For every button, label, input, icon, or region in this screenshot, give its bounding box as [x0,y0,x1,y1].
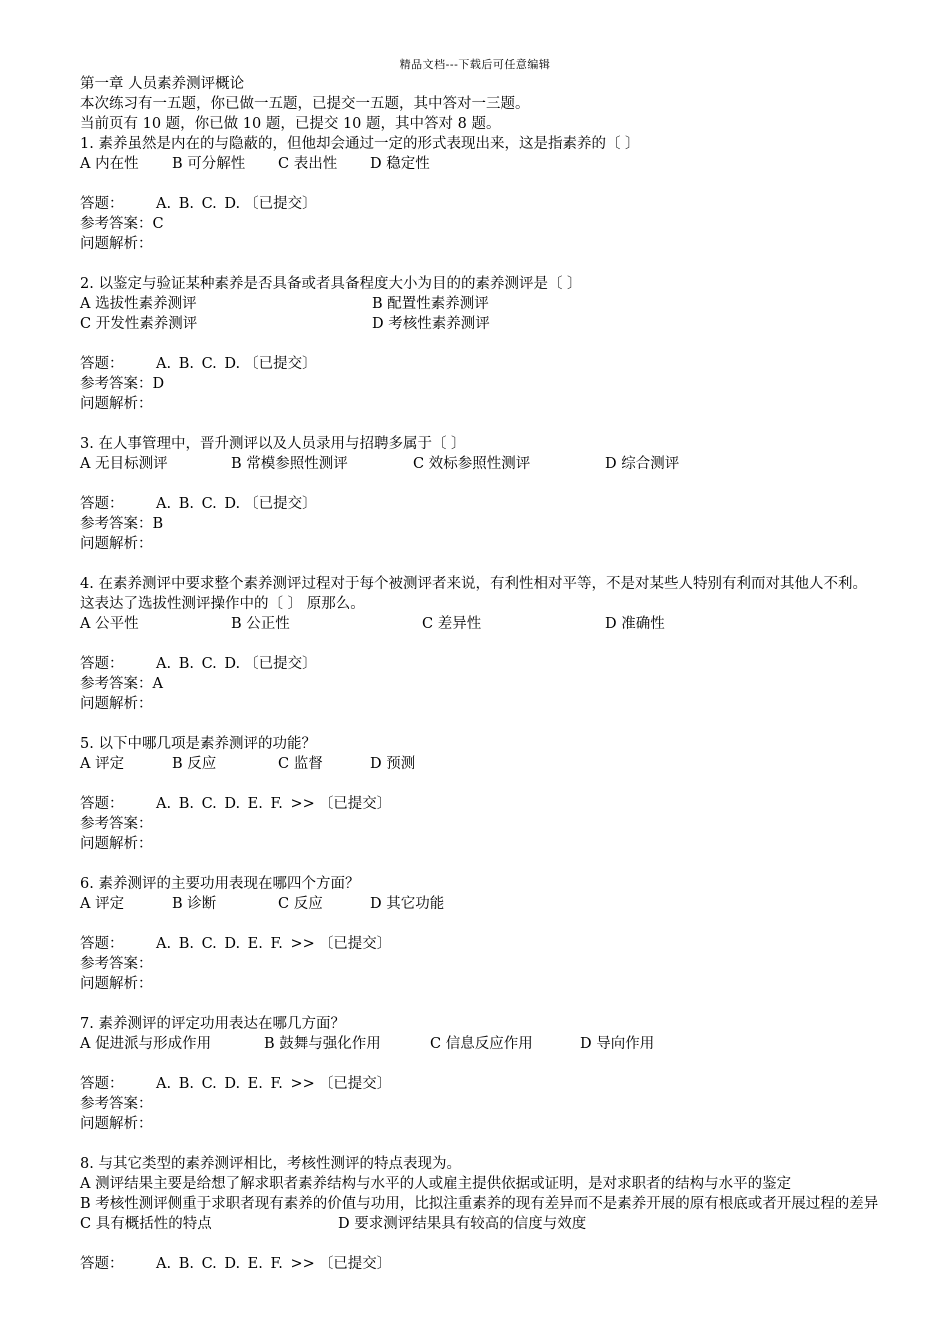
question-stem: 4. 在素养测评中要求整个素养测评过程对于每个被测评者来说，有利性相对平等，不是对某些人特别有利而对其他人不利。这表达了选拔性测评操作中的〔 〕 原那么。 [80,576,867,612]
answer-choices[interactable]: A. B. C. D. [156,656,241,672]
option-b[interactable]: B 可分解性 [172,156,246,172]
question-stem: 5. 以下中哪几项是素养测评的功能？ [80,736,316,752]
answer-label: 答题： [80,796,124,812]
reference-answer: 参考答案：C [80,216,164,232]
options-row [80,1034,880,1054]
reference-answer: 参考答案： [80,956,153,972]
answer-choices[interactable]: A. B. C. D. E. F. >> [156,796,315,812]
option-d[interactable]: D 综合测评 [605,456,680,472]
options-row [80,894,880,914]
answer-label: 答题： [80,496,124,512]
answer-label: 答题： [80,356,124,372]
answer-row [80,654,880,674]
answer-choices[interactable]: A. B. C. D. E. F. >> [156,1256,315,1272]
reference-answer: 参考答案：A [80,676,163,692]
option-d[interactable]: D 导向作用 [580,1036,655,1052]
answer-row [80,794,880,814]
option-c[interactable]: C 开发性素养测评 [80,316,198,332]
option-c[interactable]: C 监督 [278,756,323,772]
submitted-status: 〔已提交〕 [244,496,317,512]
option-d[interactable]: D 预测 [370,756,416,772]
answer-label: 答题： [80,936,124,952]
analysis-label: 问题解析： [80,396,153,412]
analysis-label: 问题解析： [80,1116,153,1132]
reference-answer: 参考答案：D [80,376,165,392]
option-b[interactable]: B 诊断 [172,896,217,912]
answer-row [80,1074,880,1094]
question-stem: 2. 以鉴定与验证某种素养是否具备或者具备程度大小为目的的素养测评是〔 〕 [80,276,582,292]
option-c[interactable]: C 信息反应作用 [430,1036,533,1052]
question-6 [80,874,880,1014]
submitted-status: 〔已提交〕 [318,1076,392,1092]
answer-choices[interactable]: A. B. C. D. [156,196,241,212]
option-c[interactable]: C 反应 [278,896,323,912]
question-7 [80,1014,880,1154]
document-body [80,74,880,1274]
analysis-label: 问题解析： [80,696,153,712]
option-a[interactable]: A 选拔性素养测评 [80,296,197,312]
submitted-status: 〔已提交〕 [244,196,317,212]
analysis-label: 问题解析： [80,836,153,852]
reference-answer: 参考答案： [80,816,153,832]
option-a[interactable]: A 测评结果主要是给想了解求职者素养结构与水平的人或雇主提供依据或证明，是对求职者的结构与水平的鉴定 [80,1176,792,1192]
question-stem: 8. 与其它类型的素养测评相比，考核性测评的特点表现为。 [80,1156,461,1172]
option-d[interactable]: D 其它功能 [370,896,445,912]
options-row [80,754,880,774]
option-d[interactable]: D 要求测评结果具有较高的信度与效度 [338,1216,587,1232]
question-stem: 3. 在人事管理中，晋升测评以及人员录用与招聘多属于〔 〕 [80,436,466,452]
page-header: 精品文档---下载后可任意编辑 [399,58,551,71]
summary-line-1: 本次练习有一五题，你已做一五题，已提交一五题，其中答对一三题。 [80,96,530,112]
answer-choices[interactable]: A. B. C. D. [156,356,241,372]
option-a[interactable]: A 内在性 [80,156,139,172]
answer-choices[interactable]: A. B. C. D. E. F. >> [156,1076,315,1092]
submitted-status: 〔已提交〕 [244,656,317,672]
submitted-status: 〔已提交〕 [318,796,392,812]
submitted-status: 〔已提交〕 [318,936,392,952]
option-d[interactable]: D 准确性 [605,616,665,632]
analysis-label: 问题解析： [80,536,153,552]
option-c[interactable]: C 差异性 [422,616,482,632]
question-4 [80,574,880,734]
question-stem: 1. 素养虽然是内在的与隐蔽的，但他却会通过一定的形式表现出来，这是指素养的〔 〕 [80,136,640,152]
chapter-title: 第一章 人员素养测评概论 [80,76,245,92]
answer-row [80,1254,880,1274]
options-row [80,154,880,174]
option-b[interactable]: B 鼓舞与强化作用 [264,1036,381,1052]
answer-row [80,194,880,214]
submitted-status: 〔已提交〕 [244,356,317,372]
option-d[interactable]: D 考核性素养测评 [372,316,490,332]
option-a[interactable]: A 无目标测评 [80,456,168,472]
summary-line-2: 当前页有 10 题，你已做 10 题，已提交 10 题，其中答对 8 题。 [80,116,501,132]
option-c[interactable]: C 效标参照性测评 [413,456,531,472]
option-b[interactable]: B 常模参照性测评 [231,456,348,472]
question-2 [80,274,880,434]
question-stem: 6. 素养测评的主要功用表现在哪四个方面？ [80,876,360,892]
reference-answer: 参考答案： [80,1096,153,1112]
analysis-label: 问题解析： [80,236,153,252]
option-b[interactable]: B 公正性 [231,616,290,632]
options-row [80,1214,880,1234]
question-stem: 7. 素养测评的评定功用表达在哪几方面？ [80,1016,345,1032]
option-a[interactable]: A 评定 [80,756,125,772]
reference-answer: 参考答案：B [80,516,164,532]
option-b[interactable]: B 考核性测评侧重于求职者现有素养的价值与功用，比拟注重素养的现有差异而不是素养开展的原有根底或者开展过程的差异 [80,1196,879,1212]
question-1 [80,134,880,274]
answer-row [80,494,880,514]
question-3 [80,434,880,574]
option-b[interactable]: B 配置性素养测评 [372,296,489,312]
option-a[interactable]: A 评定 [80,896,125,912]
answer-label: 答题： [80,196,124,212]
answer-row [80,934,880,954]
answer-label: 答题： [80,1076,124,1092]
option-d[interactable]: D 稳定性 [370,156,430,172]
option-c[interactable]: C 表出性 [278,156,338,172]
options-row [80,614,880,634]
options-row [80,314,880,334]
options-row [80,454,880,474]
option-a[interactable]: A 促进派与形成作用 [80,1036,212,1052]
analysis-label: 问题解析： [80,976,153,992]
answer-choices[interactable]: A. B. C. D. E. F. >> [156,936,315,952]
answer-row [80,354,880,374]
option-a[interactable]: A 公平性 [80,616,139,632]
option-b[interactable]: B 反应 [172,756,217,772]
question-5 [80,734,880,874]
options-row [80,294,880,314]
answer-label: 答题： [80,1256,124,1272]
submitted-status: 〔已提交〕 [318,1256,392,1272]
answer-label: 答题： [80,656,124,672]
question-8 [80,1154,880,1274]
option-c[interactable]: C 具有概括性的特点 [80,1216,212,1232]
answer-choices[interactable]: A. B. C. D. [156,496,241,512]
